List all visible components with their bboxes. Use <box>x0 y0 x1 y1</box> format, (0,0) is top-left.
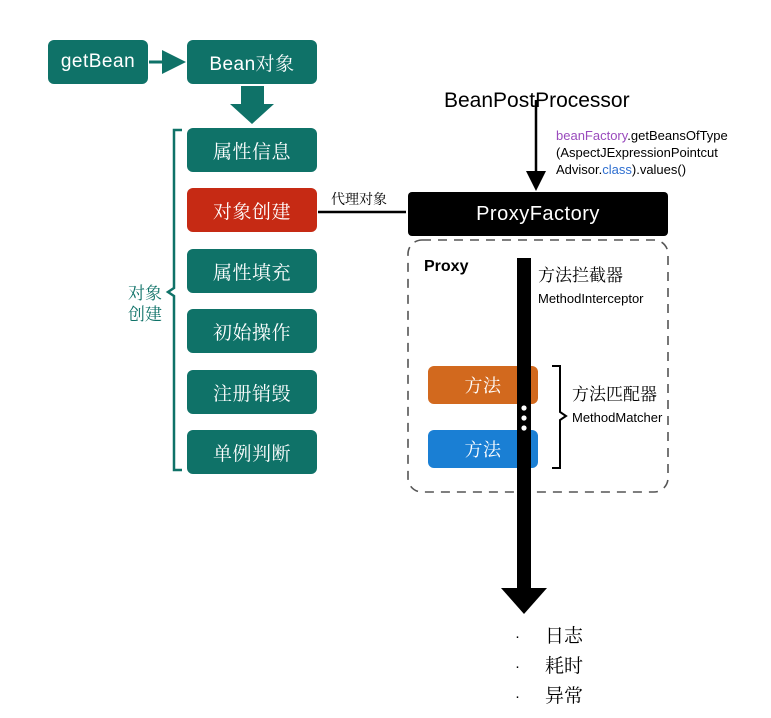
code-line1-b: .getBeansOfType <box>627 128 728 143</box>
node-method-orange-label: 方法 <box>464 376 502 396</box>
label-bean-post-processor: BeanPostProcessor <box>444 89 630 112</box>
label-method-matcher-en: MethodMatcher <box>572 410 663 425</box>
code-line3-b: class <box>602 162 632 177</box>
node-step-2[interactable] <box>187 249 317 293</box>
node-step-1-label: 对象创建 <box>212 201 291 223</box>
label-method-matcher-cn: 方法匹配器 <box>572 385 657 404</box>
bullet-dot-icon: · <box>515 688 520 705</box>
node-step-1[interactable] <box>187 188 317 232</box>
node-step-4[interactable] <box>187 370 317 414</box>
code-line2: (AspectJExpressionPointcut <box>556 145 718 160</box>
node-method-blue[interactable] <box>428 430 538 468</box>
code-line3-c: ).values() <box>631 162 687 177</box>
node-step-3[interactable] <box>187 309 317 353</box>
node-step-5-label: 单例判断 <box>212 443 291 465</box>
code-snippet <box>556 127 728 178</box>
node-proxy-factory-label: ProxyFactory <box>476 202 600 225</box>
node-bean-object[interactable] <box>187 40 317 84</box>
arrow-beanobject-down <box>230 86 274 124</box>
node-step-0[interactable] <box>187 128 317 172</box>
edge-label-proxy-object: 代理对象 <box>331 191 387 207</box>
node-step-3-label: 初始操作 <box>212 322 291 344</box>
node-step-5[interactable] <box>187 430 317 474</box>
label-object-create-line1: 对象 <box>128 284 162 303</box>
label-method-interceptor-cn: 方法拦截器 <box>538 266 623 285</box>
node-get-bean[interactable] <box>48 40 148 84</box>
label-proxy-box: Proxy <box>424 258 469 275</box>
output-item-2-label: 异常 <box>545 686 584 707</box>
code-line3-a: Advisor. <box>556 162 603 177</box>
code-line1-a: beanFactory <box>556 128 628 143</box>
node-step-0-label: 属性信息 <box>212 141 291 163</box>
node-bean-object-label: Bean对象 <box>209 53 295 75</box>
bracket-object-create <box>168 130 182 470</box>
node-step-4-label: 注册销毁 <box>212 383 291 405</box>
method-chain-dots <box>521 405 526 430</box>
output-item-2 <box>515 682 583 712</box>
bracket-method-matcher <box>552 366 566 468</box>
label-method-interceptor-en: MethodInterceptor <box>538 291 644 306</box>
bullet-dot-icon: · <box>515 628 520 645</box>
bullet-dot-icon: · <box>515 658 520 675</box>
output-item-0-label: 日志 <box>545 626 584 647</box>
node-get-bean-label: getBean <box>60 51 136 72</box>
node-step-2-label: 属性填充 <box>212 262 291 284</box>
output-list <box>515 622 583 712</box>
output-item-1 <box>515 652 583 682</box>
label-object-create-group <box>121 283 169 325</box>
label-object-create-line2: 创建 <box>128 305 162 324</box>
output-item-1-label: 耗时 <box>545 656 584 677</box>
node-proxy-factory[interactable] <box>408 192 668 236</box>
node-method-orange[interactable] <box>428 366 538 404</box>
output-item-0 <box>515 622 583 652</box>
node-method-blue-label: 方法 <box>464 440 502 460</box>
